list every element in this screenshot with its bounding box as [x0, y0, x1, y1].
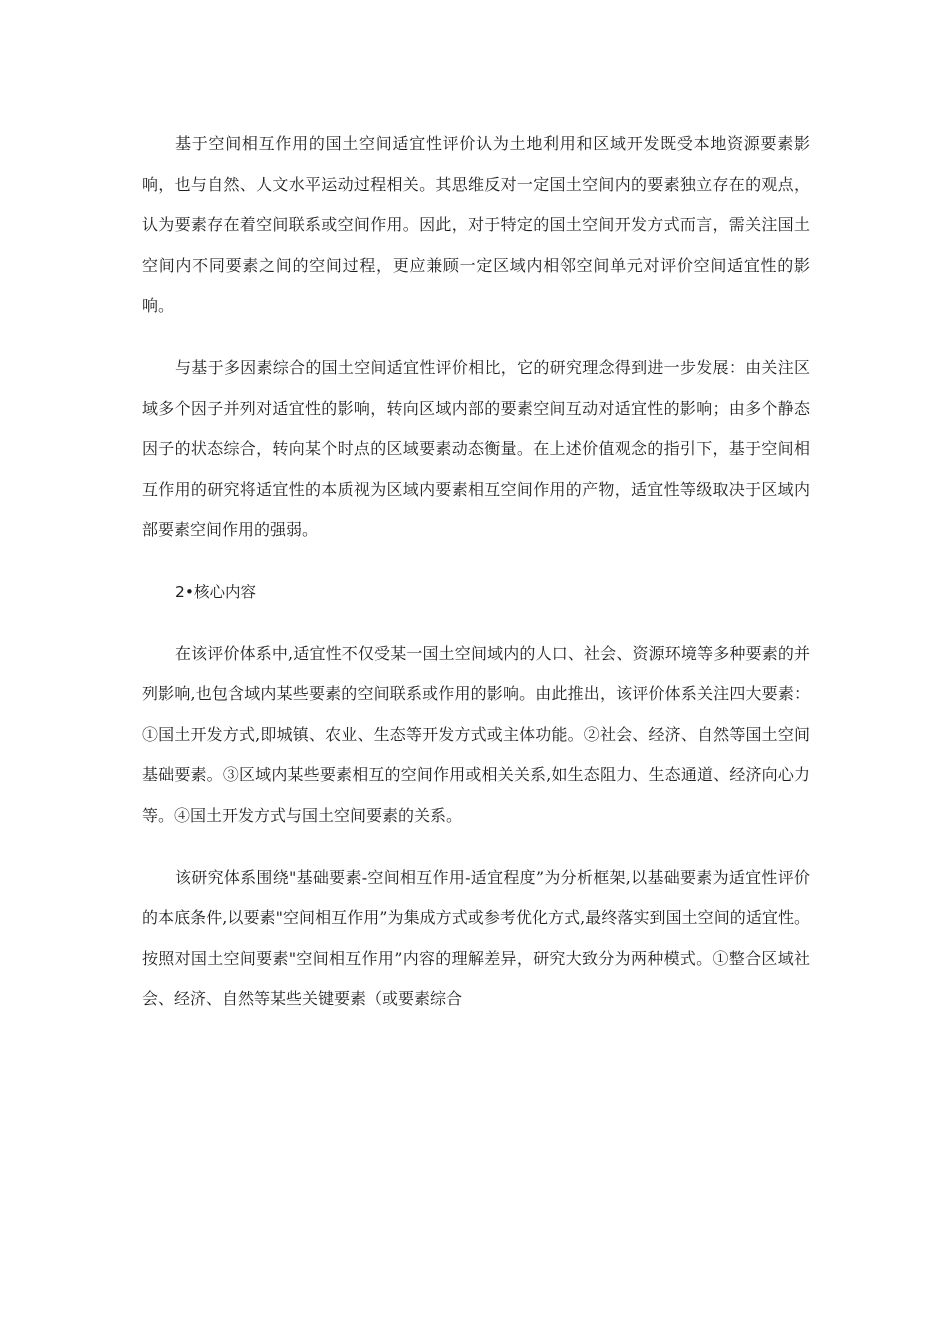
paragraph-analysis-framework: 该研究体系围绕"基础要素-空间相互作用-适宜程度”为分析框架,以基础要素为适宜性评价的本底条件,以要素"空间相互作用”为集成方式或参考优化方式,最终落实到国土空间的适宜性。按照对国土空间要素"空间相互作用”内容的理解差异，研究大致分为两种模式。①整合区域社会、经济、自然等某些关键要素（或要素综合	[142, 867, 810, 1009]
section-heading-core-content: 2•核心内容	[175, 582, 257, 601]
paragraph-spatial-interaction-intro: 基于空间相互作用的国土空间适宜性评价认为土地利用和区域开发既受本地资源要素影响，也与自然、人文水平运动过程相关。其思维反对一定国土空间内的要素独立存在的观点，认为要素存在着空间联系或空间作用。因此，对于特定的国土空间开发方式而言，需关注国土空间内不同要素之间的空间过程，更应兼顾一定区域内相邻空间单元对评价空间适宜性的影响。	[142, 134, 810, 316]
document-body	[142, 124, 810, 1041]
paragraph-comparison: 与基于多因素综合的国土空间适宜性评价相比，它的研究理念得到进一步发展：由关注区域多个因子并列对适宜性的影响，转向区域内部的要素空间互动对适宜性的影响；由多个静态因子的状态综合，转向某个时点的区域要素动态衡量。在上述价值观念的指引下，基于空间相互作用的研究将适宜性的本质视为区域内要素相互空间作用的产物，适宜性等级取决于区域内部要素空间作用的强弱。	[142, 357, 810, 540]
paragraph-evaluation-system: 在该评价体系中,适宜性不仅受某一国土空间域内的人口、社会、资源环境等多种要素的并列影响,也包含域内某些要素的空间联系或作用的影响。由此推出，该评价体系关注四大要素：①国土开发方式,即城镇、农业、生态等开发方式或主体功能。②社会、经济、自然等国土空间基础要素。③区域内某些要素相互的空间作用或相关关系,如生态阻力、生态通道、经济向心力等。④国土开发方式与国土空间要素的关系。	[142, 643, 810, 825]
